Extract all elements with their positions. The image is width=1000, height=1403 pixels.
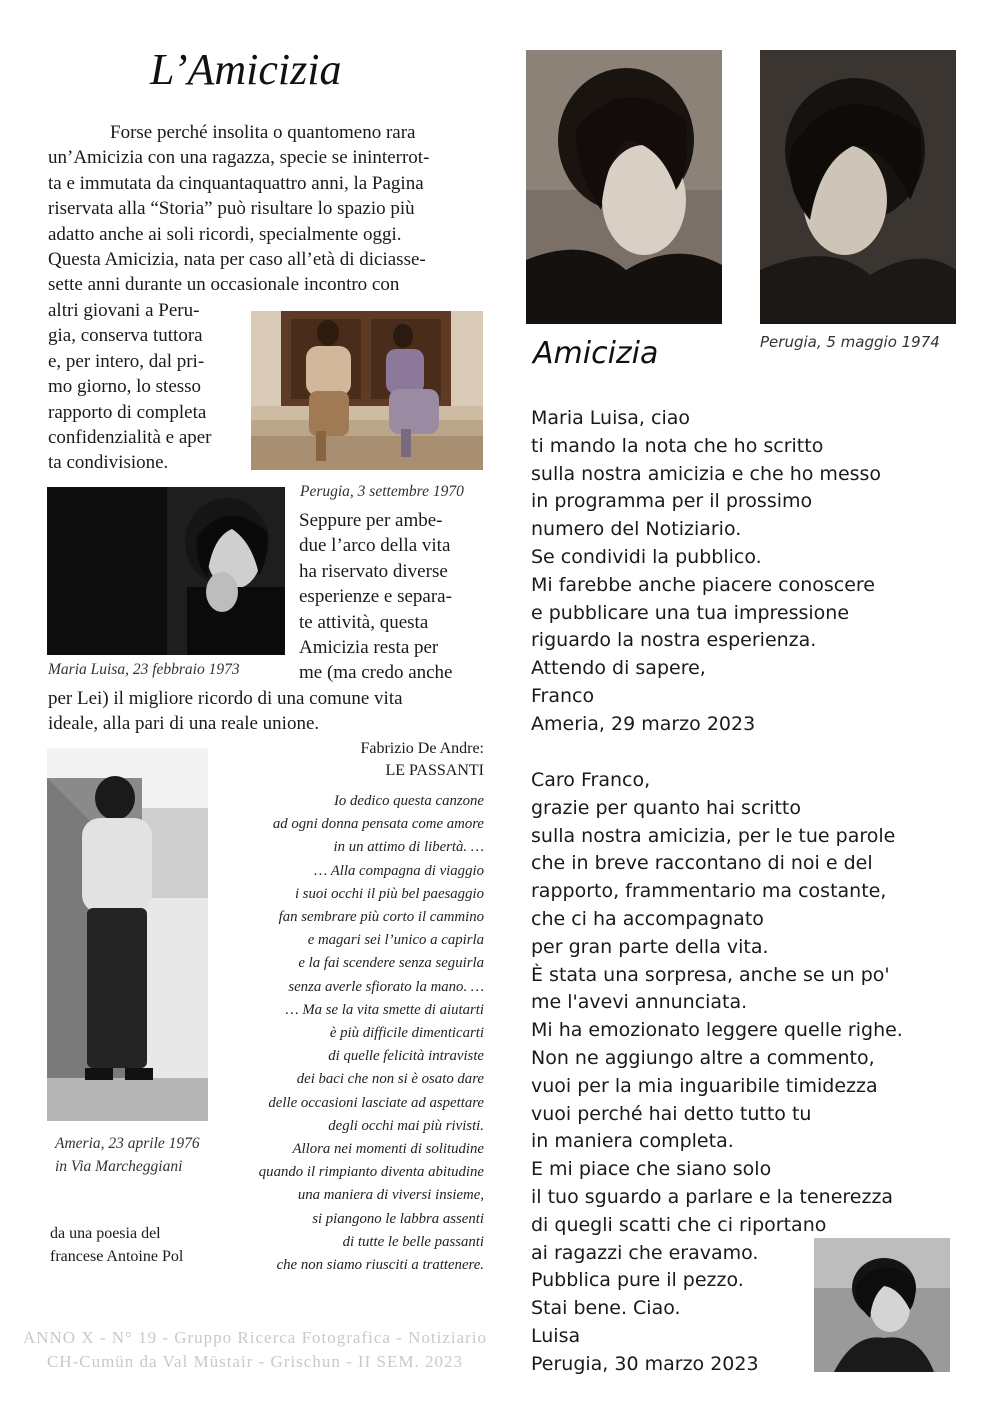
- letter-line: Luisa: [531, 1324, 581, 1347]
- poem-line: dei baci che non si è osato dare: [296, 1071, 484, 1088]
- intro-paragraph: [48, 120, 484, 298]
- letter-line: il tuo sguardo a parlare e la tenerezza: [531, 1185, 894, 1208]
- photo-portrait-small: [814, 1238, 950, 1372]
- text-line: me (ma credo anche: [299, 662, 453, 684]
- photo-ameria-1976: [47, 748, 208, 1121]
- letter-line: e pubblicare una tua impressione: [531, 601, 850, 624]
- poem-source: [50, 1222, 183, 1268]
- caption-photo-1974: Perugia, 5 maggio 1974: [760, 333, 940, 351]
- page-footer: [14, 1326, 496, 1374]
- text-line: te attività, questa: [299, 611, 429, 633]
- letter-line: E mi piace che siano solo: [531, 1158, 772, 1181]
- poem-line: degli occhi mai più rivisti.: [328, 1117, 484, 1134]
- text-line: riservata alla “Storia” può risultare lo spazio più: [48, 198, 415, 220]
- photo-portrait-2: [760, 50, 956, 324]
- letter-line: Mi ha emozionato leggere quelle righe.: [531, 1019, 903, 1042]
- caption-photo-1976: [55, 1132, 200, 1178]
- text-line: un’Amicizia con una ragazza, specie se ininterrot-: [48, 147, 430, 169]
- letter-line: vuoi perché hai detto tutto tu: [531, 1102, 812, 1125]
- poem-source-line: da una poesia del: [50, 1225, 161, 1242]
- closing-paragraph: [48, 686, 484, 737]
- text-line: confidenzialità e aper: [48, 427, 212, 449]
- letter-line: Se condividi la pubblico.: [531, 545, 762, 568]
- letter-line: sulla nostra amicizia e che ho messo: [531, 462, 882, 485]
- poem-line: Io dedico questa canzone: [334, 793, 484, 809]
- letter-line: Caro Franco,: [531, 769, 651, 791]
- song-title: LE PASSANTI: [385, 762, 484, 779]
- letter-line: me l'avevi annunciata.: [531, 991, 748, 1014]
- text-line: e, per intero, dal pri-: [48, 350, 205, 372]
- letter-line: Attendo di sapere,: [531, 657, 706, 680]
- caption-photo-1970: Perugia, 3 settembre 1970: [300, 483, 464, 500]
- letter-line: È stata una sorpresa, anche se un po': [531, 963, 890, 986]
- text-line: altri giovani a Peru-: [48, 300, 200, 321]
- poem-line: quando il rimpianto diventa abitudine: [258, 1164, 484, 1181]
- footer-line: ANNO X - N° 19 - Gruppo Ricerca Fotografica - Notiziario: [22, 1328, 488, 1347]
- text-line: ideale, alla pari di una reale unione.: [48, 713, 320, 735]
- letter-line: che ci ha accompagnato: [531, 907, 764, 930]
- letter-line: grazie per quanto hai scritto: [531, 796, 801, 819]
- photo-maria-luisa-1973: [47, 487, 285, 655]
- text-line: esperienze e separa-: [299, 586, 452, 608]
- letter-line: Franco: [531, 684, 595, 707]
- footer-line: CH-Cumün da Val Müstair - Grischun - II SEM. 2023: [46, 1352, 464, 1371]
- poem-source-line: francese Antoine Pol: [50, 1248, 184, 1265]
- photo-perugia-1970: [251, 311, 483, 470]
- caption-photo-1973: Maria Luisa, 23 febbraio 1973: [48, 661, 240, 678]
- intro-paragraph-narrow: [48, 298, 248, 476]
- middle-paragraph: [299, 508, 485, 686]
- poem-line: in un attimo di libertà. …: [333, 839, 484, 856]
- poem-line: fan sembrare più corto il cammino: [278, 909, 484, 926]
- poem-le-passanti: [210, 790, 484, 1277]
- text-line: rapporto di completa: [48, 401, 207, 423]
- text-line: ta e immutata da cinquantaquattro anni, la Pagina: [48, 172, 424, 194]
- poem-line: ad ogni donna pensata come amore: [272, 816, 484, 833]
- letter-line: vuoi per la mia inguaribile timidezza: [531, 1074, 878, 1097]
- poem-line: si piangono le labbra assenti: [312, 1210, 484, 1227]
- letter-franco: [531, 405, 931, 739]
- letter-line: Maria Luisa, ciao: [531, 407, 690, 429]
- caption-line: Ameria, 23 aprile 1976: [55, 1135, 200, 1152]
- poem-line: che non siamo riusciti a trattenere.: [276, 1257, 484, 1274]
- letter-line: in programma per il prossimo: [531, 490, 813, 513]
- letter-line: rapporto, frammentario ma costante,: [531, 880, 887, 903]
- text-line: sette anni durante un occasionale incontro con: [48, 274, 400, 296]
- poem-line: una maniera di viversi insieme,: [297, 1187, 484, 1204]
- poem-line: di tutte le belle passanti: [342, 1233, 484, 1250]
- letter-line: in maniera completa.: [531, 1130, 734, 1153]
- poem-line: … Alla compagna di viaggio: [314, 862, 484, 879]
- song-credit: [300, 738, 484, 782]
- text-line: ta condivisione.: [48, 452, 169, 474]
- poem-line: Allora nei momenti di solitudine: [292, 1141, 484, 1158]
- caption-line: in Via Marcheggiani: [55, 1158, 183, 1175]
- text-line: adatto anche ai soli ricordi, specialmente oggi.: [48, 223, 402, 245]
- poem-line: … Ma se la vita smette di aiutarti: [285, 1001, 484, 1018]
- text-line: Questa Amicizia, nata per caso all’età di diciasse-: [48, 249, 426, 271]
- poem-line: delle occasioni lasciate ad aspettare: [268, 1094, 484, 1111]
- text-line: Amicizia resta per: [299, 637, 439, 659]
- letter-line: che in breve raccontano di noi e del: [531, 852, 873, 875]
- letter-line: ti mando la nota che ho scritto: [531, 434, 824, 457]
- poem-line: è più difficile dimenticarti: [329, 1025, 484, 1042]
- text-line: due l’arco della vita: [299, 535, 451, 557]
- text-line: Seppure per ambe-: [299, 510, 443, 531]
- photo-portrait-1: [526, 50, 722, 324]
- letter-line: numero del Notiziario.: [531, 518, 742, 541]
- poem-line: e la fai scendere senza seguirla: [298, 955, 484, 972]
- poem-line: senza averle sfiorato la mano. …: [288, 978, 484, 995]
- text-line: gia, conserva tuttora: [48, 325, 203, 347]
- song-author: Fabrizio De Andre:: [360, 740, 484, 757]
- article-title: L’Amicizia: [150, 45, 342, 94]
- poem-line: di quelle felicità intraviste: [328, 1048, 484, 1065]
- poem-line: e magari sei l’unico a capirla: [307, 932, 484, 949]
- letter-line: Ameria, 29 marzo 2023: [531, 712, 756, 735]
- letter-line: per gran parte della vita.: [531, 935, 769, 958]
- text-line: Forse perché insolita o quantomeno rara: [110, 122, 416, 143]
- letter-line: Mi farebbe anche piacere conoscere: [531, 573, 875, 596]
- letter-line: riguardo la nostra esperienza.: [531, 629, 817, 652]
- letter-line: sulla nostra amicizia, per le tue parole: [531, 824, 896, 847]
- letter-line: Non ne aggiungo altre a commento,: [531, 1046, 875, 1069]
- letter-line: Perugia, 30 marzo 2023: [531, 1352, 759, 1375]
- poem-line: i suoi occhi il più bel paesaggio: [294, 885, 484, 902]
- letter-line: Stai bene. Ciao.: [531, 1297, 681, 1320]
- letters-heading: Amicizia: [533, 336, 659, 371]
- text-line: mo giorno, lo stesso: [48, 376, 202, 398]
- letter-line: Pubblica pure il pezzo.: [531, 1269, 744, 1292]
- text-line: per Lei) il migliore ricordo di una comune vita: [48, 688, 403, 709]
- letter-line: ai ragazzi che eravamo.: [531, 1241, 759, 1264]
- letter-line: di quegli scatti che ci riportano: [531, 1213, 827, 1236]
- text-line: ha riservato diverse: [299, 560, 448, 582]
